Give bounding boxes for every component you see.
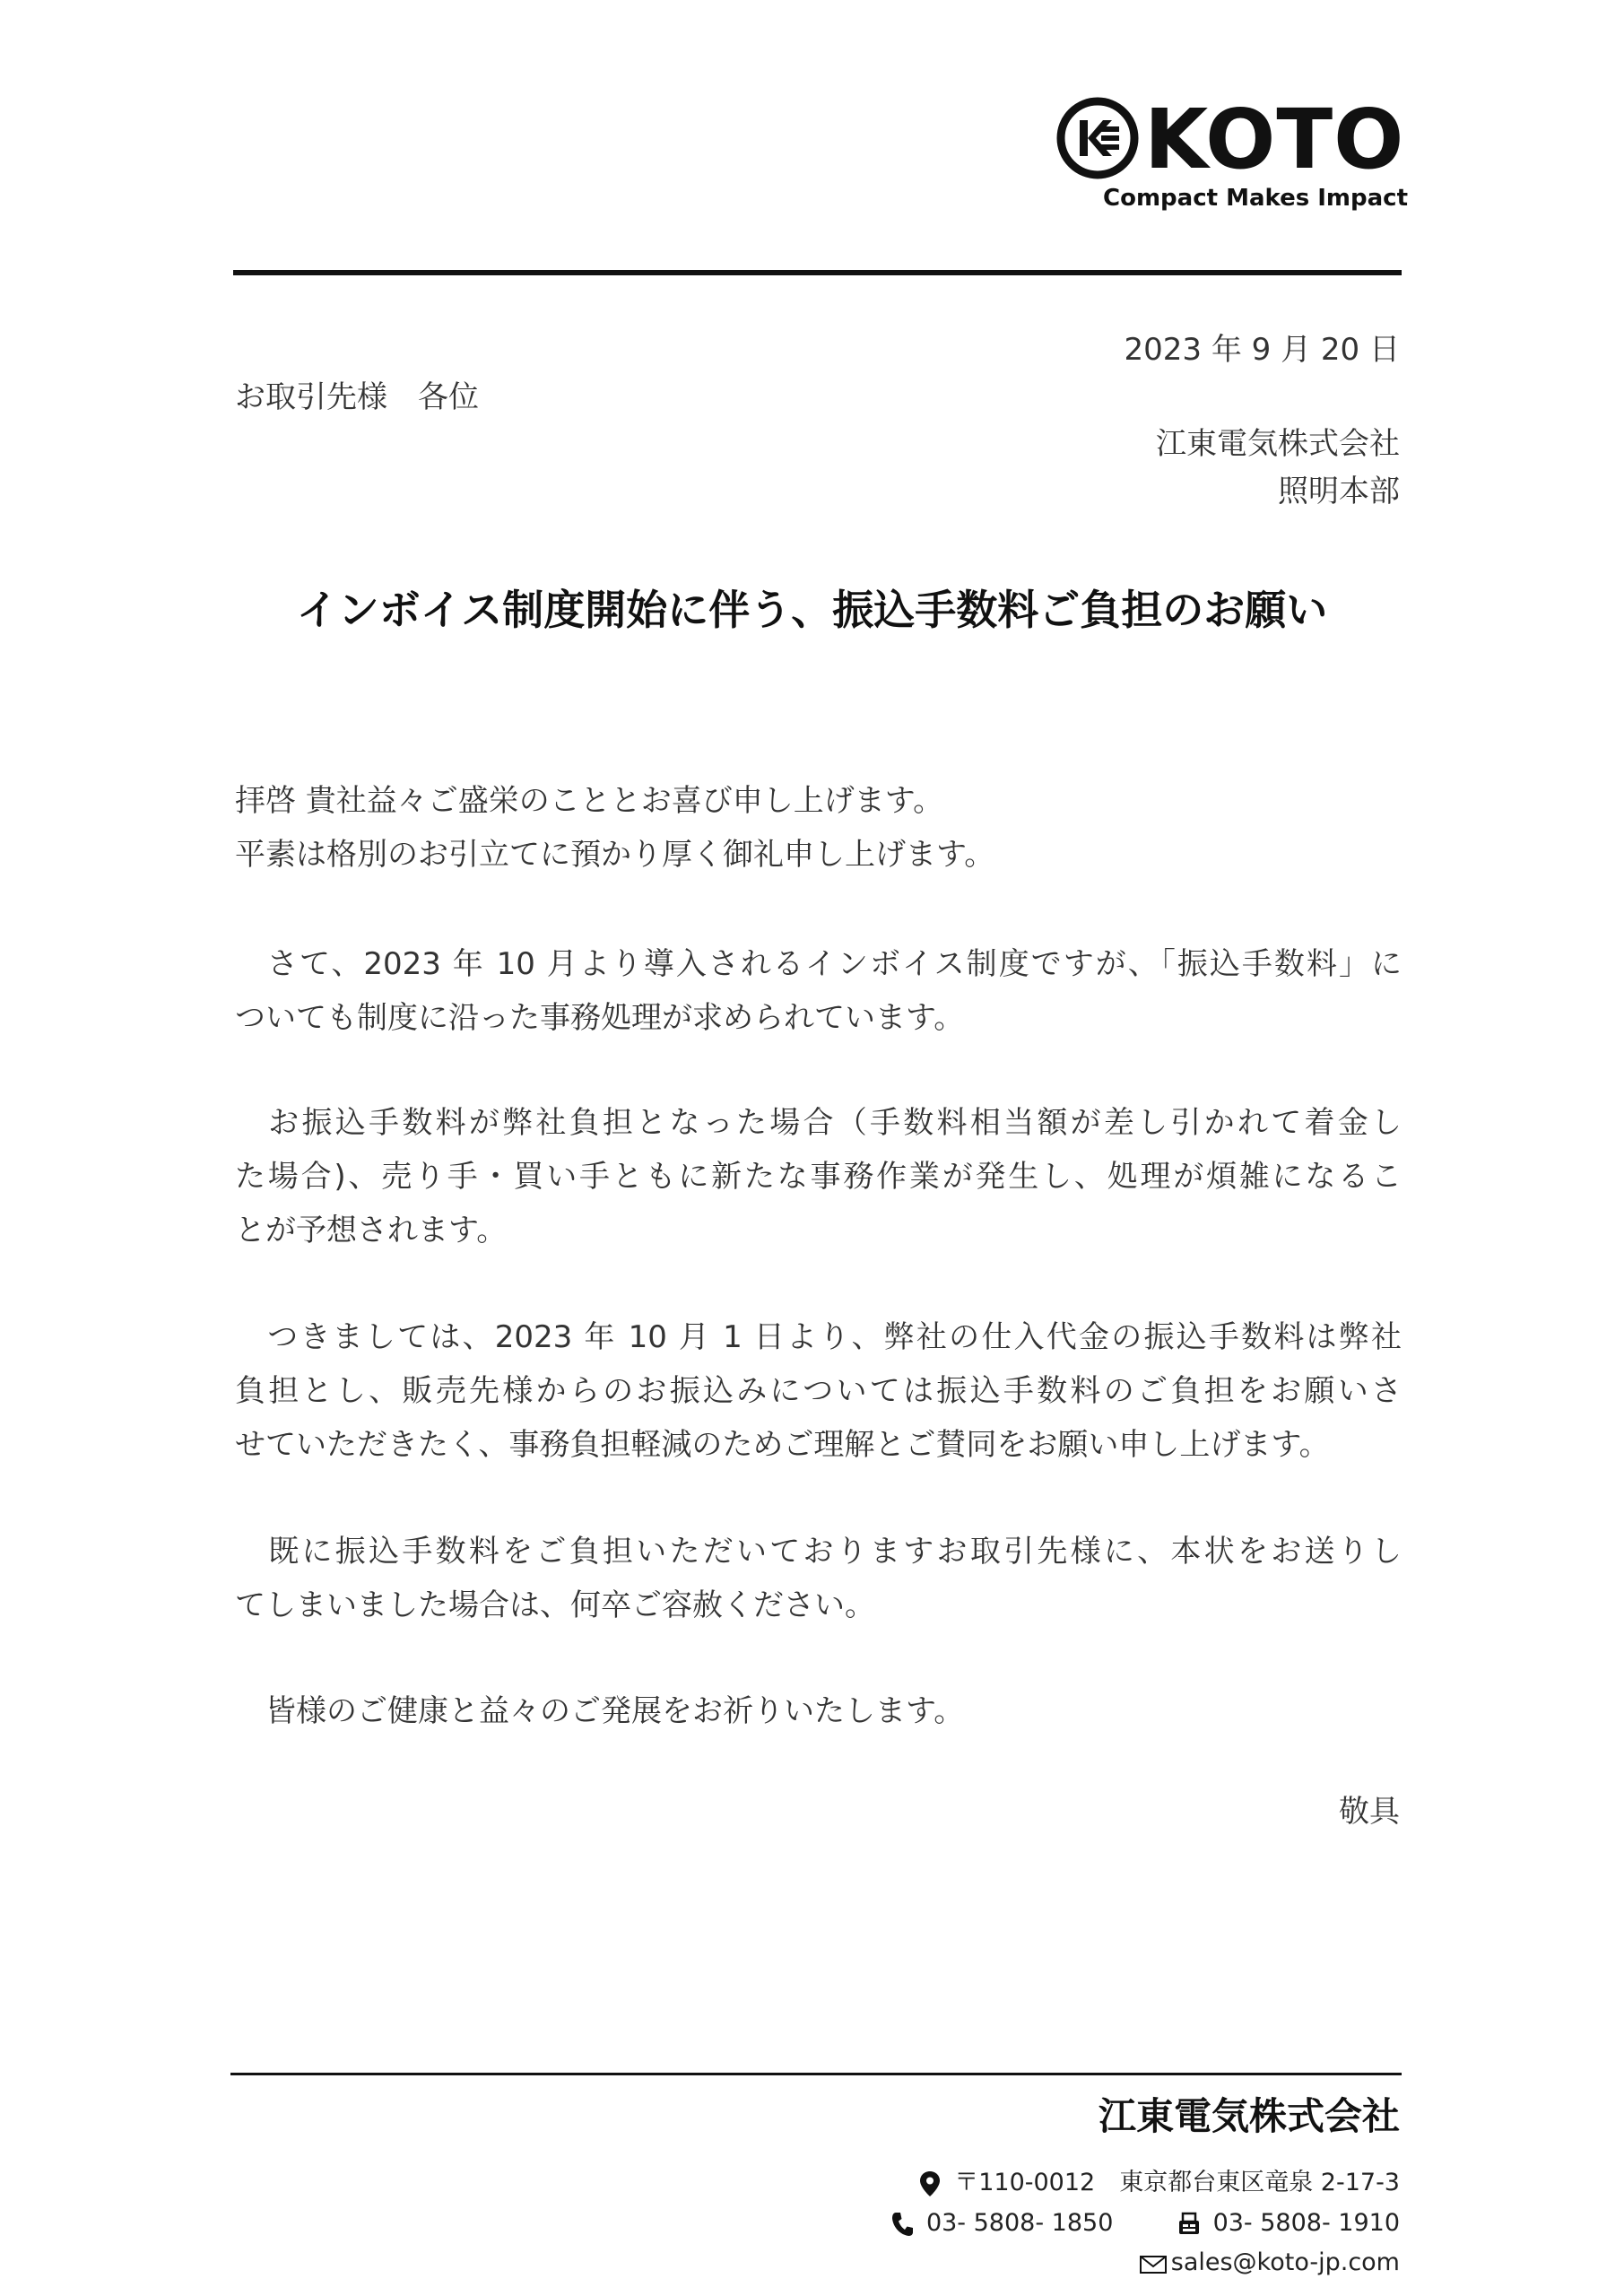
sender-department: 照明本部 <box>1278 474 1400 509</box>
paragraph-line: 拝啓 貴社益々ご盛栄のこととお喜び申し上げます。 <box>235 783 944 819</box>
envelope-icon <box>1139 2250 1168 2277</box>
footer-address: 〒110-0012 東京都台東区竜泉 2-17-3 <box>954 2169 1400 2196</box>
addressee: お取引先様 各位 <box>235 379 479 415</box>
paragraph-line: お振込手数料が弊社負担となった場合（手数料相当額が差し引かれて着金し <box>235 1105 1402 1141</box>
koto-logo-mark <box>1056 97 1139 179</box>
paragraph-line: せていただきたく、事務負担軽減のためご理解とご賛同をお願い申し上げます。 <box>235 1427 1330 1463</box>
logo-tagline: Compact Makes Impact <box>1103 185 1409 212</box>
map-pin-icon <box>918 2170 942 2197</box>
closing-remark: 敬具 <box>1339 1794 1400 1830</box>
paragraph-wishes <box>235 1684 1402 1738</box>
logo-wordmark: KOTO <box>1144 91 1405 187</box>
paragraph-greeting <box>235 774 1402 882</box>
footer-divider <box>230 2073 1402 2075</box>
paragraph-invoice-intro <box>235 937 1402 1045</box>
paragraph-line: た場合)、売り手・買い手ともに新たな事務作業が発生し、処理が煩雑になるこ <box>235 1159 1402 1195</box>
paragraph-line: つきましては、2023 年 10 月 1 日より、弊社の仕入代金の振込手数料は弊社 <box>235 1319 1402 1355</box>
sender-company: 江東電気株式会社 <box>1156 426 1400 462</box>
footer-email-row <box>1139 2245 1400 2281</box>
footer-company: 江東電気株式会社 <box>1098 2094 1400 2138</box>
paragraph-line: てしまいました場合は、何卒ご容赦ください。 <box>235 1587 875 1623</box>
paragraph-line: 平素は格別のお引立てに預かり厚く御礼申し上げます。 <box>235 837 995 873</box>
footer-phone: 03- 5808- 1850 <box>925 2209 1114 2237</box>
footer-fax: 03- 5808- 1910 <box>1212 2209 1400 2237</box>
phone-icon <box>890 2211 914 2238</box>
paragraph-line: 皆様のご健康と益々のご発展をお祈りいたします。 <box>235 1693 965 1729</box>
paragraph-line: 負担とし、販売先様からのお振込みについては振込手数料のご負担をお願いさ <box>235 1373 1402 1409</box>
paragraph-line: 既に振込手数料をご負担いただいておりますお取引先様に、本状をお送りし <box>235 1534 1402 1570</box>
paragraph-line: とが予想されます。 <box>235 1213 508 1248</box>
footer-email[interactable]: sales@koto-jp.com <box>1170 2248 1400 2276</box>
fax-icon <box>1177 2211 1201 2238</box>
letter-title: インボイス制度開始に伴う、振込手数料ご負担のお願い <box>296 586 1328 634</box>
company-logo <box>1056 90 1409 215</box>
paragraph-request <box>235 1310 1402 1472</box>
footer-address-row <box>918 2165 1400 2201</box>
paragraph-apology <box>235 1525 1402 1632</box>
paragraph-line: ついても制度に沿った事務処理が求められています。 <box>235 1000 965 1036</box>
letter-date: 2023 年 9 月 20 日 <box>1124 332 1400 368</box>
header-divider <box>233 270 1402 275</box>
paragraph-fee-burden <box>235 1096 1402 1257</box>
paragraph-line: さて、2023 年 10 月より導入されるインボイス制度ですが、「振込手数料」に <box>235 946 1402 982</box>
footer-phone-fax-row <box>890 2205 1400 2241</box>
